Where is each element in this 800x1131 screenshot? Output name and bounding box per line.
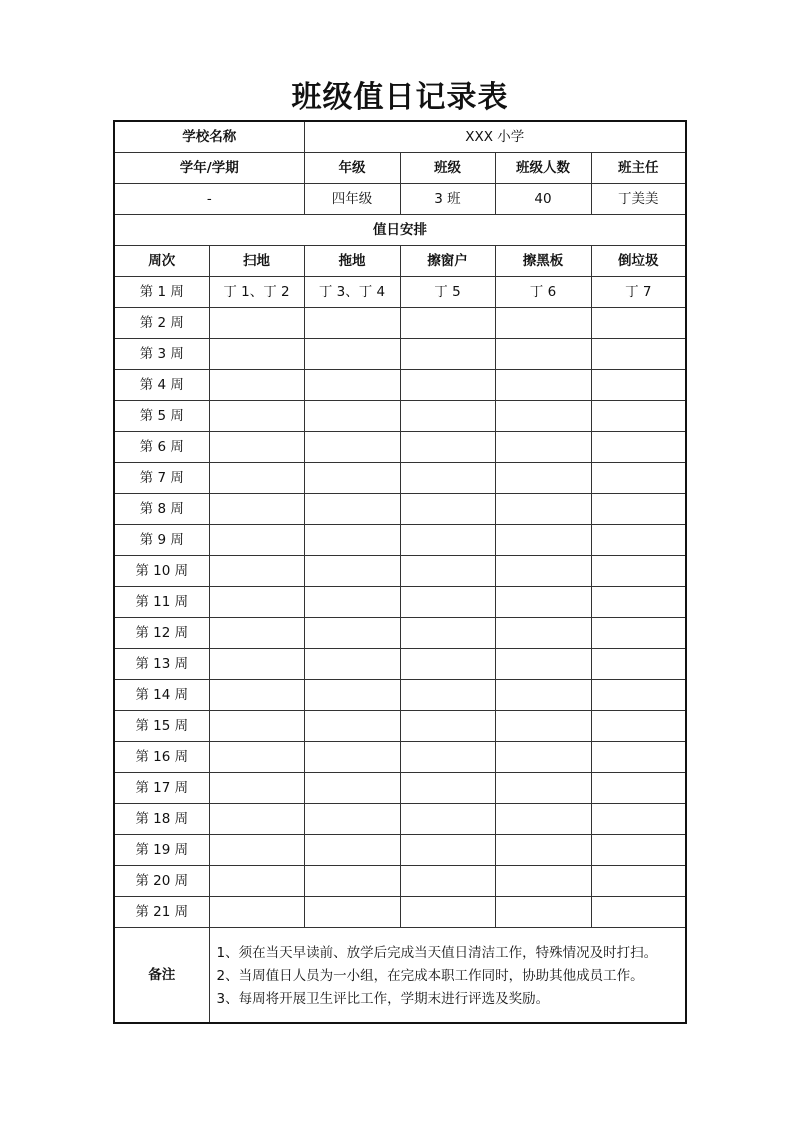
duty-cell-windows[interactable] <box>400 804 495 835</box>
duty-cell-mop[interactable] <box>304 618 400 649</box>
week-label: 第 17 周 <box>114 773 209 804</box>
schedule-header-row <box>114 246 686 277</box>
duty-cell-windows[interactable] <box>400 463 495 494</box>
schedule-row <box>114 866 686 897</box>
week-label: 第 14 周 <box>114 680 209 711</box>
duty-cell-sweep[interactable] <box>209 649 304 680</box>
duty-cell-sweep[interactable] <box>209 742 304 773</box>
duty-cell-windows[interactable] <box>400 401 495 432</box>
duty-cell-mop[interactable] <box>304 494 400 525</box>
schedule-row <box>114 897 686 928</box>
schedule-row <box>114 804 686 835</box>
info-value-row <box>114 184 686 215</box>
duty-cell-sweep[interactable] <box>209 897 304 928</box>
duty-cell-windows[interactable] <box>400 339 495 370</box>
grade-label: 年级 <box>304 153 400 184</box>
duty-cell-sweep[interactable] <box>209 401 304 432</box>
duty-cell-trash[interactable] <box>591 804 686 835</box>
duty-cell-mop[interactable] <box>304 711 400 742</box>
duty-cell-sweep[interactable] <box>209 866 304 897</box>
school-row <box>114 121 686 153</box>
duty-cell-windows[interactable] <box>400 618 495 649</box>
duty-cell-sweep[interactable] <box>209 308 304 339</box>
duty-cell-trash[interactable] <box>591 339 686 370</box>
duty-cell-windows[interactable] <box>400 494 495 525</box>
duty-cell-sweep[interactable] <box>209 339 304 370</box>
duty-cell-sweep[interactable] <box>209 835 304 866</box>
duty-cell-windows[interactable] <box>400 711 495 742</box>
duty-cell-mop[interactable] <box>304 432 400 463</box>
duty-cell-windows[interactable] <box>400 525 495 556</box>
duty-cell-windows[interactable] <box>400 587 495 618</box>
note-line: 1、须在当天早读前、放学后完成当天值日清洁工作，特殊情况及时打扫。 <box>216 945 658 961</box>
schedule-row <box>114 339 686 370</box>
duty-cell-blackboard[interactable] <box>495 773 591 804</box>
duty-cell-blackboard[interactable] <box>495 804 591 835</box>
duty-cell-trash[interactable] <box>591 897 686 928</box>
duty-cell-mop[interactable]: 丁 3、丁 4 <box>304 277 400 308</box>
grade-value[interactable]: 四年级 <box>304 184 400 215</box>
week-label: 第 15 周 <box>114 711 209 742</box>
duty-cell-blackboard[interactable] <box>495 370 591 401</box>
duty-cell-sweep[interactable] <box>209 432 304 463</box>
duty-cell-mop[interactable] <box>304 556 400 587</box>
school-name-label: 学校名称 <box>114 121 304 153</box>
duty-cell-sweep[interactable] <box>209 556 304 587</box>
duty-cell-blackboard[interactable] <box>495 897 591 928</box>
week-label: 第 1 周 <box>114 277 209 308</box>
notes-label: 备注 <box>114 928 209 1024</box>
week-label: 第 6 周 <box>114 432 209 463</box>
duty-cell-mop[interactable] <box>304 680 400 711</box>
duty-cell-trash[interactable] <box>591 432 686 463</box>
duty-cell-mop[interactable] <box>304 742 400 773</box>
duty-cell-blackboard[interactable] <box>495 866 591 897</box>
schedule-row <box>114 742 686 773</box>
duty-cell-trash[interactable] <box>591 401 686 432</box>
duty-cell-blackboard[interactable] <box>495 339 591 370</box>
duty-record-table <box>113 120 687 1024</box>
duty-cell-windows[interactable] <box>400 835 495 866</box>
notes-body[interactable] <box>209 928 686 1024</box>
header-trash: 倒垃圾 <box>591 246 686 277</box>
duty-cell-windows[interactable] <box>400 432 495 463</box>
class-size-value[interactable]: 40 <box>495 184 591 215</box>
week-label: 第 10 周 <box>114 556 209 587</box>
duty-cell-mop[interactable] <box>304 587 400 618</box>
class-size-label: 班级人数 <box>495 153 591 184</box>
duty-cell-trash[interactable] <box>591 587 686 618</box>
duty-cell-blackboard[interactable] <box>495 742 591 773</box>
week-label: 第 16 周 <box>114 742 209 773</box>
week-label: 第 19 周 <box>114 835 209 866</box>
duty-cell-mop[interactable] <box>304 804 400 835</box>
duty-cell-windows[interactable] <box>400 866 495 897</box>
duty-cell-trash[interactable] <box>591 370 686 401</box>
duty-cell-mop[interactable] <box>304 401 400 432</box>
duty-cell-windows[interactable] <box>400 742 495 773</box>
duty-cell-trash[interactable] <box>591 525 686 556</box>
week-label: 第 2 周 <box>114 308 209 339</box>
duty-cell-mop[interactable] <box>304 463 400 494</box>
duty-cell-mop[interactable] <box>304 649 400 680</box>
duty-cell-blackboard[interactable] <box>495 494 591 525</box>
schedule-row <box>114 401 686 432</box>
term-value[interactable]: - <box>114 184 304 215</box>
duty-cell-trash[interactable] <box>591 866 686 897</box>
note-line: 3、每周将开展卫生评比工作，学期末进行评选及奖励。 <box>216 991 550 1007</box>
week-label: 第 5 周 <box>114 401 209 432</box>
duty-cell-trash[interactable] <box>591 494 686 525</box>
duty-cell-mop[interactable] <box>304 773 400 804</box>
schedule-row <box>114 835 686 866</box>
duty-cell-trash[interactable] <box>591 711 686 742</box>
head-teacher-value[interactable]: 丁美美 <box>591 184 686 215</box>
header-sweep: 扫地 <box>209 246 304 277</box>
header-week: 周次 <box>114 246 209 277</box>
duty-cell-trash[interactable] <box>591 618 686 649</box>
duty-cell-trash[interactable] <box>591 773 686 804</box>
week-label: 第 13 周 <box>114 649 209 680</box>
duty-cell-sweep[interactable] <box>209 525 304 556</box>
duty-cell-mop[interactable] <box>304 525 400 556</box>
duty-cell-windows[interactable]: 丁 5 <box>400 277 495 308</box>
duty-cell-windows[interactable] <box>400 308 495 339</box>
duty-cell-trash[interactable] <box>591 835 686 866</box>
duty-cell-windows[interactable] <box>400 680 495 711</box>
class-label: 班级 <box>400 153 495 184</box>
duty-cell-blackboard[interactable] <box>495 680 591 711</box>
schedule-row <box>114 494 686 525</box>
duty-section-title: 值日安排 <box>114 215 686 246</box>
schedule-row <box>114 370 686 401</box>
duty-cell-trash[interactable]: 丁 7 <box>591 277 686 308</box>
duty-cell-sweep[interactable] <box>209 804 304 835</box>
header-windows: 擦窗户 <box>400 246 495 277</box>
duty-cell-blackboard[interactable] <box>495 649 591 680</box>
week-label: 第 4 周 <box>114 370 209 401</box>
week-label: 第 9 周 <box>114 525 209 556</box>
notes-row <box>114 928 686 1024</box>
duty-cell-trash[interactable] <box>591 649 686 680</box>
duty-cell-blackboard[interactable] <box>495 711 591 742</box>
duty-cell-sweep[interactable]: 丁 1、丁 2 <box>209 277 304 308</box>
class-value[interactable]: 3 班 <box>400 184 495 215</box>
section-title-row <box>114 215 686 246</box>
duty-cell-mop[interactable] <box>304 866 400 897</box>
term-label: 学年/学期 <box>114 153 304 184</box>
duty-cell-trash[interactable] <box>591 308 686 339</box>
duty-cell-trash[interactable] <box>591 742 686 773</box>
schedule-row <box>114 308 686 339</box>
duty-cell-mop[interactable] <box>304 835 400 866</box>
duty-cell-mop[interactable] <box>304 370 400 401</box>
note-line: 2、当周值日人员为一小组，在完成本职工作同时，协助其他成员工作。 <box>216 968 644 984</box>
duty-cell-blackboard[interactable] <box>495 618 591 649</box>
duty-cell-sweep[interactable] <box>209 680 304 711</box>
schedule-row <box>114 711 686 742</box>
duty-cell-blackboard[interactable]: 丁 6 <box>495 277 591 308</box>
duty-cell-windows[interactable] <box>400 649 495 680</box>
week-label: 第 20 周 <box>114 866 209 897</box>
week-label: 第 12 周 <box>114 618 209 649</box>
head-teacher-label: 班主任 <box>591 153 686 184</box>
duty-cell-mop[interactable] <box>304 308 400 339</box>
header-blackboard: 擦黑板 <box>495 246 591 277</box>
duty-cell-sweep[interactable] <box>209 370 304 401</box>
schedule-row <box>114 556 686 587</box>
week-label: 第 21 周 <box>114 897 209 928</box>
duty-cell-blackboard[interactable] <box>495 308 591 339</box>
info-header-row <box>114 153 686 184</box>
school-name-value[interactable]: XXX 小学 <box>304 121 686 153</box>
schedule-row <box>114 618 686 649</box>
week-label: 第 18 周 <box>114 804 209 835</box>
schedule-row <box>114 587 686 618</box>
week-label: 第 8 周 <box>114 494 209 525</box>
duty-cell-blackboard[interactable] <box>495 401 591 432</box>
week-label: 第 7 周 <box>114 463 209 494</box>
header-mop: 拖地 <box>304 246 400 277</box>
duty-cell-mop[interactable] <box>304 897 400 928</box>
duty-cell-trash[interactable] <box>591 556 686 587</box>
schedule-row <box>114 649 686 680</box>
duty-cell-windows[interactable] <box>400 370 495 401</box>
duty-cell-windows[interactable] <box>400 897 495 928</box>
schedule-row <box>114 680 686 711</box>
duty-cell-blackboard[interactable] <box>495 432 591 463</box>
schedule-row <box>114 432 686 463</box>
week-label: 第 11 周 <box>114 587 209 618</box>
duty-cell-sweep[interactable] <box>209 587 304 618</box>
duty-cell-mop[interactable] <box>304 339 400 370</box>
duty-cell-blackboard[interactable] <box>495 525 591 556</box>
duty-cell-blackboard[interactable] <box>495 463 591 494</box>
duty-cell-blackboard[interactable] <box>495 587 591 618</box>
schedule-row <box>114 525 686 556</box>
schedule-row <box>114 773 686 804</box>
schedule-row <box>114 277 686 308</box>
duty-cell-blackboard[interactable] <box>495 835 591 866</box>
duty-cell-sweep[interactable] <box>209 773 304 804</box>
duty-cell-sweep[interactable] <box>209 494 304 525</box>
duty-cell-trash[interactable] <box>591 680 686 711</box>
schedule-row <box>114 463 686 494</box>
week-label: 第 3 周 <box>114 339 209 370</box>
duty-cell-sweep[interactable] <box>209 711 304 742</box>
duty-cell-trash[interactable] <box>591 463 686 494</box>
duty-cell-windows[interactable] <box>400 556 495 587</box>
page-title: 班级值日记录表 <box>291 80 509 115</box>
duty-cell-sweep[interactable] <box>209 463 304 494</box>
duty-cell-sweep[interactable] <box>209 618 304 649</box>
duty-cell-windows[interactable] <box>400 773 495 804</box>
duty-cell-blackboard[interactable] <box>495 556 591 587</box>
